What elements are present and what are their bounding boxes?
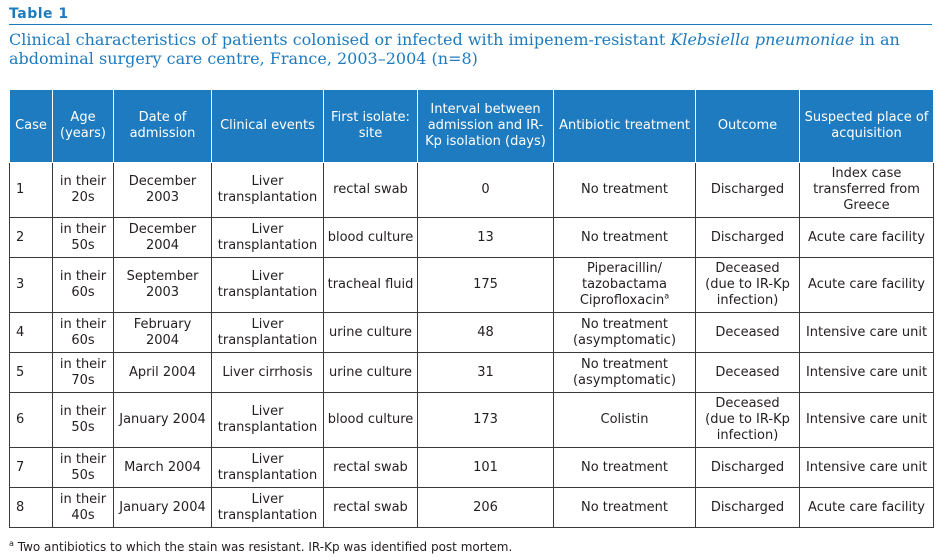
cell-outcome: Discharged (696, 488, 800, 528)
header-outcome: Outcome (696, 90, 800, 163)
header-first-isolate: First isolate: site (324, 90, 418, 163)
cell-outcome: Discharged (696, 163, 800, 218)
cell-case: 6 (10, 393, 53, 448)
cell-interval: 0 (418, 163, 554, 218)
cell-age: in their 60s (53, 258, 114, 313)
table-footnote (9, 540, 512, 554)
cell-interval: 206 (418, 488, 554, 528)
header-date: Date of admission (114, 90, 212, 163)
cell-place: Acute care facility (800, 258, 934, 313)
table-row (10, 488, 934, 528)
cell-place: Acute care facility (800, 488, 934, 528)
header-place: Suspected place of acquisition (800, 90, 934, 163)
cell-site: rectal swab (324, 163, 418, 218)
cell-treatment: No treatment (554, 218, 696, 258)
cell-place: Intensive care unit (800, 353, 934, 393)
cell-place: Intensive care unit (800, 393, 934, 448)
table-row (10, 313, 934, 353)
cell-age: in their 40s (53, 488, 114, 528)
cell-date: January 2004 (114, 393, 212, 448)
cell-event: Liver transplantation (212, 448, 324, 488)
cell-case: 5 (10, 353, 53, 393)
header-age: Age (years) (53, 90, 114, 163)
cell-interval: 31 (418, 353, 554, 393)
cell-outcome: Deceased (696, 353, 800, 393)
header-antibiotic: Antibiotic treatment (554, 90, 696, 163)
treatment-line-1: Piperacillin/ tazobactama (582, 261, 667, 292)
cell-case: 2 (10, 218, 53, 258)
cell-case: 4 (10, 313, 53, 353)
cell-treatment: No treatment (554, 488, 696, 528)
cell-treatment (554, 258, 696, 313)
table-caption (9, 30, 939, 68)
clinical-characteristics-table (9, 89, 934, 528)
cell-case: 3 (10, 258, 53, 313)
footnote-marker: a (664, 291, 670, 301)
caption-text-start: Clinical characteristics of patients colonised or infected with imipenem-resistant (9, 30, 671, 49)
cell-event: Liver cirrhosis (212, 353, 324, 393)
cell-date: December 2003 (114, 163, 212, 218)
table-row (10, 163, 934, 218)
cell-place: Intensive care unit (800, 448, 934, 488)
table-row (10, 448, 934, 488)
cell-treatment: No treatment (asymptomatic) (554, 313, 696, 353)
cell-event: Liver transplantation (212, 313, 324, 353)
cell-event: Liver transplantation (212, 393, 324, 448)
table-label: Table 1 (9, 6, 69, 22)
cell-place: Acute care facility (800, 218, 934, 258)
table-row (10, 353, 934, 393)
header-case: Case (10, 90, 53, 163)
cell-interval: 173 (418, 393, 554, 448)
cell-site: tracheal fluid (324, 258, 418, 313)
cell-site: rectal swab (324, 488, 418, 528)
cell-date: March 2004 (114, 448, 212, 488)
cell-site: blood culture (324, 218, 418, 258)
cell-place: Index case transferred from Greece (800, 163, 934, 218)
cell-interval: 175 (418, 258, 554, 313)
cell-place: Intensive care unit (800, 313, 934, 353)
cell-age: in their 20s (53, 163, 114, 218)
cell-interval: 101 (418, 448, 554, 488)
cell-treatment: Colistin (554, 393, 696, 448)
cell-site: rectal swab (324, 448, 418, 488)
cell-case: 8 (10, 488, 53, 528)
cell-outcome: Discharged (696, 218, 800, 258)
caption-text-end: in an abdominal surgery care centre, France, 2003–2004 (n=8) (9, 30, 900, 68)
cell-date: February 2004 (114, 313, 212, 353)
cell-site: urine culture (324, 353, 418, 393)
header-interval: Interval between admission and IR-Kp isolation (days) (418, 90, 554, 163)
cell-site: blood culture (324, 393, 418, 448)
cell-date: January 2004 (114, 488, 212, 528)
header-clinical-events: Clinical events (212, 90, 324, 163)
table-row (10, 393, 934, 448)
cell-outcome: Deceased (due to IR-Kp infection) (696, 393, 800, 448)
cell-date: September 2003 (114, 258, 212, 313)
title-divider (9, 24, 932, 25)
header-row (10, 90, 934, 163)
footnote-text: Two antibiotics to which the stain was resistant. IR-Kp was identified post mortem. (13, 540, 513, 554)
cell-age: in their 70s (53, 353, 114, 393)
cell-case: 1 (10, 163, 53, 218)
cell-outcome: Discharged (696, 448, 800, 488)
cell-outcome: Deceased (696, 313, 800, 353)
cell-interval: 13 (418, 218, 554, 258)
cell-outcome: Deceased (due to IR-Kp infection) (696, 258, 800, 313)
treatment-line-2: Ciprofloxacin (579, 293, 665, 308)
cell-case: 7 (10, 448, 53, 488)
cell-event: Liver transplantation (212, 488, 324, 528)
cell-age: in their 60s (53, 313, 114, 353)
cell-event: Liver transplantation (212, 258, 324, 313)
cell-event: Liver transplantation (212, 163, 324, 218)
cell-age: in their 50s (53, 448, 114, 488)
cell-date: December 2004 (114, 218, 212, 258)
cell-age: in their 50s (53, 393, 114, 448)
cell-event: Liver transplantation (212, 218, 324, 258)
caption-organism: Klebsiella pneumoniae (670, 30, 855, 49)
table-row (10, 218, 934, 258)
footnote-marker: a (9, 539, 14, 548)
cell-treatment: No treatment (554, 448, 696, 488)
cell-treatment: No treatment (554, 163, 696, 218)
cell-interval: 48 (418, 313, 554, 353)
cell-age: in their 50s (53, 218, 114, 258)
table-row (10, 258, 934, 313)
cell-date: April 2004 (114, 353, 212, 393)
cell-site: urine culture (324, 313, 418, 353)
cell-treatment: No treatment (asymptomatic) (554, 353, 696, 393)
